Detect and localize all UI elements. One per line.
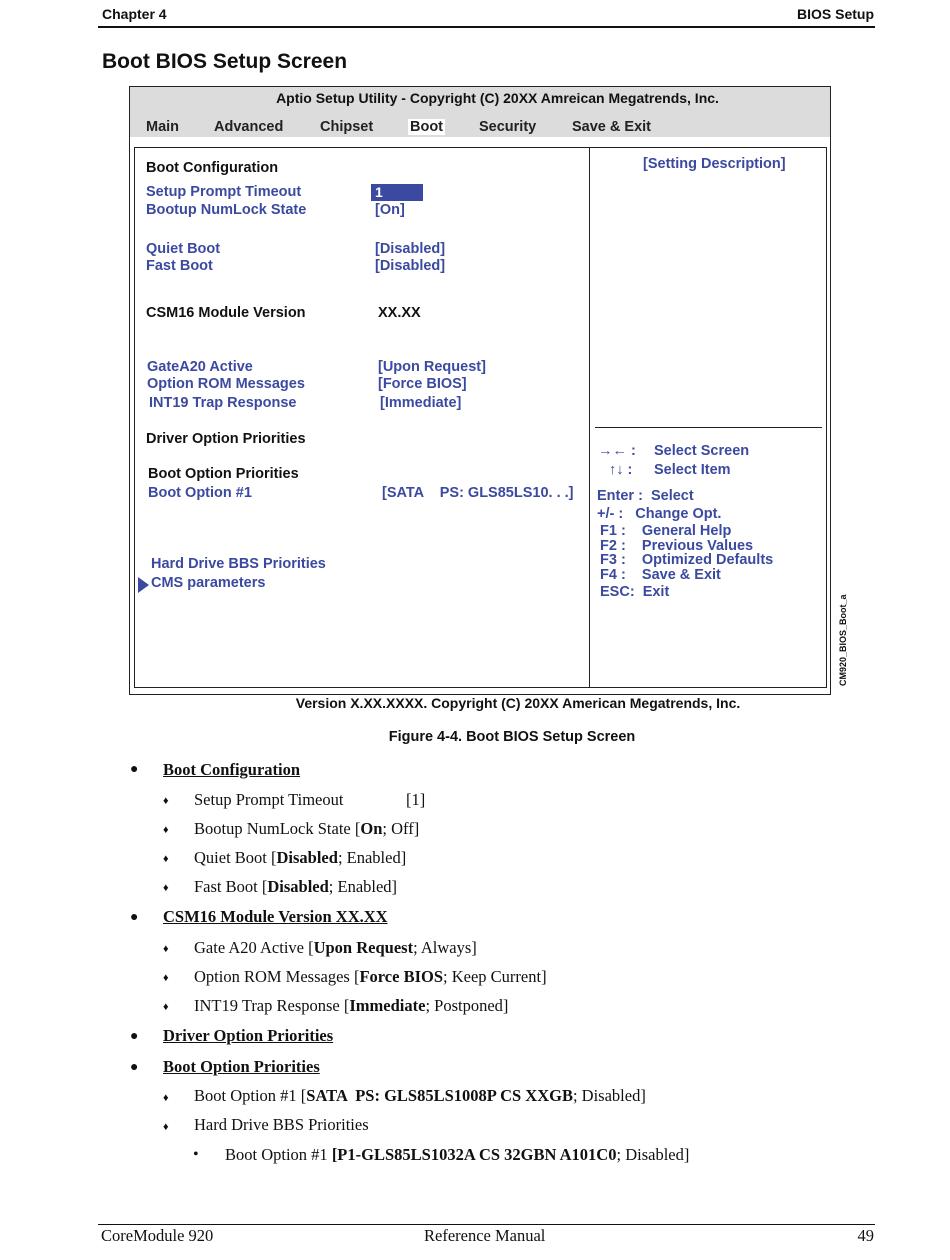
bios-help-panel	[589, 147, 827, 688]
list-item-quiet-boot	[194, 848, 406, 868]
list-item-boot-option-1	[194, 1086, 646, 1106]
quiet-boot-label[interactable]: Quiet Boot	[146, 241, 221, 257]
list-item-default: Force BIOS	[359, 967, 444, 986]
menu-save-exit[interactable]: Save & Exit	[572, 119, 651, 135]
bootup-numlock-label[interactable]: Bootup NumLock State	[146, 202, 307, 218]
int19-label[interactable]: INT19 Trap Response	[149, 395, 297, 411]
boot-option-1-label[interactable]: Boot Option #1	[148, 485, 252, 501]
list-item-text: Quiet Boot [	[194, 848, 277, 867]
list-heading-csm16: CSM16 Module Version XX.XX	[163, 907, 388, 926]
driver-option-priorities-heading: Driver Option Priorities	[146, 431, 306, 447]
list-item-default: On	[360, 819, 383, 838]
list-item-hdd-bbs: Hard Drive BBS Priorities	[194, 1115, 369, 1134]
quiet-boot-value[interactable]: [Disabled]	[375, 241, 446, 257]
footer-rule	[98, 1224, 875, 1225]
chapter-header: Chapter 4	[102, 6, 167, 22]
list-item-text: INT19 Trap Response [	[194, 996, 350, 1015]
list-item-text: Option ROM Messages [	[194, 967, 360, 986]
list-item-default: Immediate	[349, 996, 426, 1015]
help-f4: F4 : Save & Exit	[600, 567, 721, 583]
list-item-text: ; Disabled]	[616, 1145, 690, 1164]
diamond-bullet-icon: ♦	[163, 1001, 169, 1013]
diamond-bullet-icon: ♦	[163, 853, 169, 865]
list-item-text: Fast Boot [	[194, 877, 268, 896]
option-rom-label[interactable]: Option ROM Messages	[147, 376, 305, 392]
help-change-opt: +/- : Change Opt.	[597, 506, 722, 522]
page-number: 49	[857, 1226, 874, 1245]
select-screen-text: Select Screen	[654, 443, 750, 459]
list-item-default: Upon Request	[313, 938, 414, 957]
bullet-icon: ●	[130, 762, 139, 777]
bullet-icon: ●	[130, 1029, 139, 1044]
list-item-text: ; Postponed]	[425, 996, 509, 1015]
bootup-numlock-value[interactable]: [On]	[375, 202, 405, 218]
list-heading-boot-priorities: Boot Option Priorities	[163, 1057, 320, 1076]
diamond-bullet-icon: ♦	[163, 795, 169, 807]
int19-value[interactable]: [Immediate]	[380, 395, 462, 411]
list-item-hdd-boot-option	[225, 1145, 689, 1165]
diamond-bullet-icon: ♦	[163, 1121, 169, 1133]
list-item-int19	[194, 996, 508, 1016]
diamond-bullet-icon: ♦	[163, 943, 169, 955]
footer-product: CoreModule 920	[101, 1226, 214, 1245]
boot-option-1-value[interactable]: [SATA PS: GLS85LS10. . .]	[382, 485, 574, 501]
boot-option-priorities-heading: Boot Option Priorities	[148, 466, 299, 482]
cms-parameters-link[interactable]: CMS parameters	[151, 575, 266, 591]
list-item-default: Disabled	[276, 848, 338, 867]
bios-version: Version X.XX.XXXX. Copyright (C) 20XX American Megatrends, Inc.	[295, 695, 741, 711]
select-screen-arrows-icon: →← :	[598, 443, 636, 459]
page-title: Boot BIOS Setup Screen	[102, 50, 348, 73]
footer-manual: Reference Manual	[424, 1226, 546, 1245]
menu-advanced[interactable]: Advanced	[214, 119, 284, 135]
list-item-default: [P1-GLS85LS1032A CS 32GBN A101C0	[331, 1145, 617, 1164]
list-item-numlock	[194, 819, 419, 839]
list-item-text: Boot Option #1 [	[194, 1086, 307, 1105]
list-item-default: Disabled	[267, 877, 329, 896]
bullet-icon: ●	[130, 910, 139, 925]
list-item-text: ; Keep Current]	[443, 967, 547, 986]
menu-chipset[interactable]: Chipset	[320, 119, 374, 135]
menu-boot[interactable]: Boot	[410, 119, 444, 135]
list-item-setup-prompt	[194, 790, 426, 810]
list-heading-boot-configuration: Boot Configuration	[163, 760, 301, 779]
list-item-text: Gate A20 Active [	[194, 938, 314, 957]
hard-drive-bbs-link[interactable]: Hard Drive BBS Priorities	[151, 556, 326, 572]
list-item-value: [1]	[406, 790, 426, 809]
help-esc: ESC: Exit	[600, 584, 670, 600]
list-item-gatea20	[194, 938, 477, 958]
menu-main[interactable]: Main	[146, 119, 180, 135]
select-item-text: Select Item	[654, 462, 731, 478]
submenu-arrow-icon	[138, 577, 149, 593]
help-f2: F2 : Previous Values	[600, 538, 754, 554]
help-divider	[595, 427, 822, 428]
gatea20-value[interactable]: [Upon Request]	[378, 359, 486, 375]
list-item-text: ; Off]	[382, 819, 420, 838]
option-rom-value[interactable]: [Force BIOS]	[378, 376, 467, 392]
header-rule	[98, 26, 875, 28]
list-item-text: Boot Option #1	[225, 1145, 332, 1164]
boot-configuration-heading: Boot Configuration	[146, 160, 279, 176]
gatea20-label[interactable]: GateA20 Active	[147, 359, 253, 375]
figure-id-label: CM920_BIOS_Boot_a	[838, 594, 848, 686]
setup-prompt-timeout-value[interactable]: 1	[371, 184, 423, 201]
list-item-text: ; Enabled]	[337, 848, 407, 867]
fast-boot-value[interactable]: [Disabled]	[375, 258, 446, 274]
list-item-default: SATA PS: GLS85LS1008P CS XXGB	[306, 1086, 573, 1105]
help-f3: F3 : Optimized Defaults	[600, 552, 774, 568]
dot-bullet-icon: •	[193, 1146, 199, 1163]
figure-caption: Figure 4-4. Boot BIOS Setup Screen	[388, 729, 636, 745]
diamond-bullet-icon: ♦	[163, 824, 169, 836]
setting-description: [Setting Description]	[643, 156, 786, 172]
csm16-version-label: CSM16 Module Version	[146, 305, 306, 321]
list-item-text: Bootup NumLock State [	[194, 819, 361, 838]
list-item-text: ; Enabled]	[328, 877, 398, 896]
section-header: BIOS Setup	[796, 6, 874, 22]
diamond-bullet-icon: ♦	[163, 972, 169, 984]
setup-prompt-timeout-label[interactable]: Setup Prompt Timeout	[146, 184, 302, 200]
help-enter: Enter : Select	[597, 488, 694, 504]
help-f1: F1 : General Help	[600, 523, 732, 539]
diamond-bullet-icon: ♦	[163, 882, 169, 894]
select-item-arrows-icon: ↑↓ :	[609, 462, 633, 478]
csm16-version-value: XX.XX	[378, 305, 421, 321]
list-item-option-rom	[194, 967, 547, 987]
list-item-text: ; Always]	[413, 938, 477, 957]
list-heading-driver-priorities: Driver Option Priorities	[163, 1026, 334, 1045]
bios-options-panel	[134, 147, 590, 688]
list-item-text: Setup Prompt Timeout	[194, 790, 344, 809]
bios-title: Aptio Setup Utility - Copyright (C) 20XX Amreican Megatrends, Inc.	[276, 90, 719, 106]
list-item-text: ; Disabled]	[572, 1086, 646, 1105]
diamond-bullet-icon: ♦	[163, 1092, 169, 1104]
menu-security[interactable]: Security	[479, 119, 537, 135]
bullet-icon: ●	[130, 1060, 139, 1075]
list-item-fast-boot	[194, 877, 397, 897]
fast-boot-label[interactable]: Fast Boot	[146, 258, 213, 274]
